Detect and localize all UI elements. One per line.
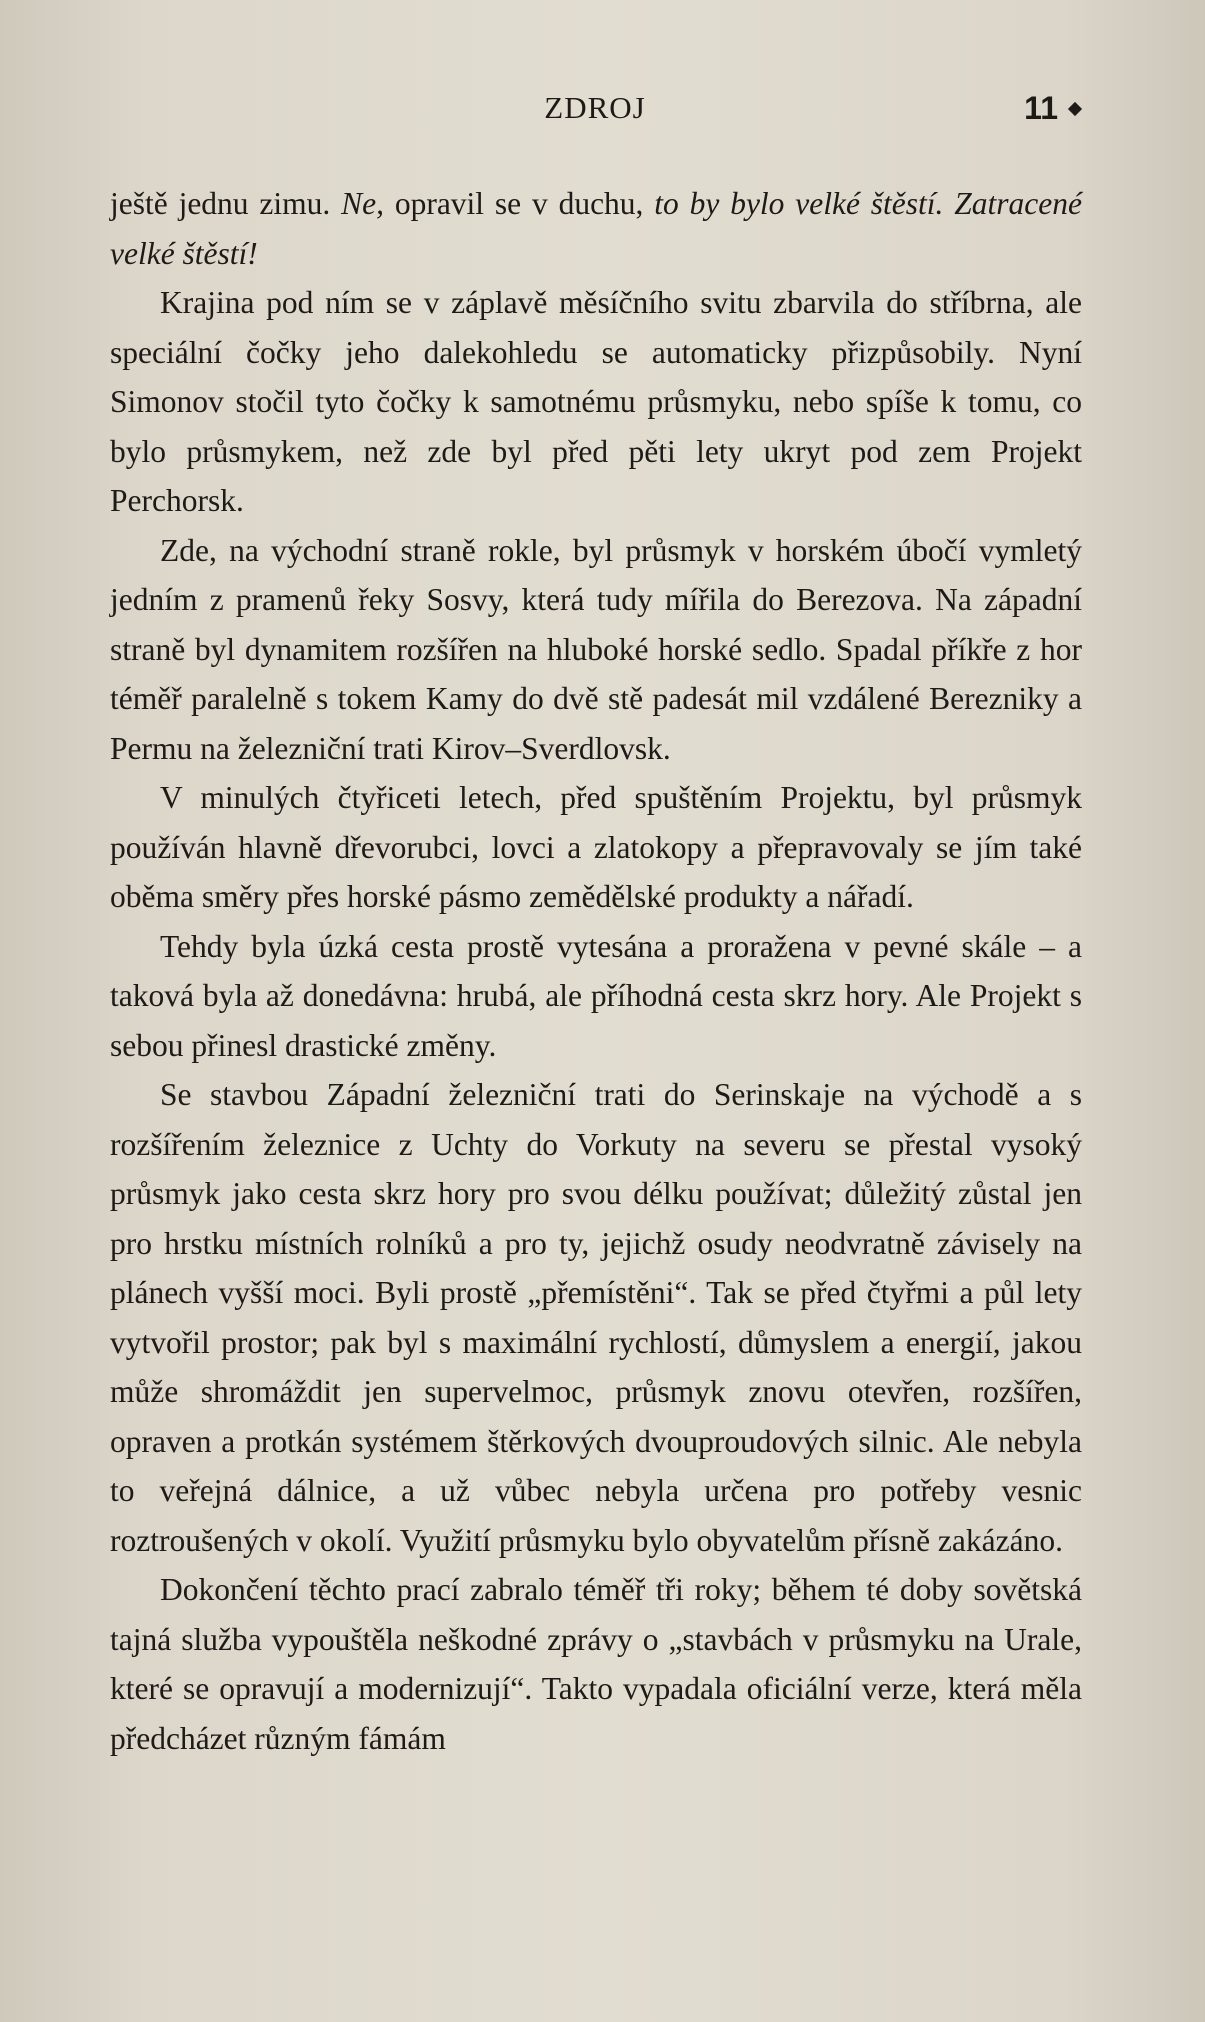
- diamond-icon: [1068, 102, 1082, 116]
- paragraph-5: Tehdy byla úzká cesta prostě vytesána a proražena v pevné skále – a taková byla až donedávna: hrubá, ale příhodná cesta skrz hory. Ale Projekt s sebou přinesl drastické změny.: [110, 928, 1082, 1063]
- paragraph-6: Se stavbou Západní železniční trati do Serinskaje na východě a s rozšířením železnice z Uchty do Vorkuty na severu se přestal vysoký průsmyk jako cesta skrz hory pro svou délku používat; důležitý zůstal jen pro hrstku místních rolníků a pro ty, jejichž osudy neodvratně závisely na plánech vyšší moci. Byli prostě „přemístěni“. Tak se před čtyřmi a půl lety vytvořil prostor; pak byl s maximální rychlostí, důmyslem a energií, jakou může shromáždit jen supervelmoc, průsmyk znovu otevřen, rozšířen, opraven a protkán systémem štěrkových dvouproudových silnic. Ale nebyla to veřejná dálnice, a už vůbec nebyla určena pro potřeby vesnic roztroušených v okolí. Využití průsmyku bylo obyvatelům přísně zakázáno.: [110, 1077, 1082, 1558]
- paragraph-7: Dokončení těchto prací zabralo téměř tři roky; během té doby sovětská tajná služba vypouštěla neškodné zprávy o „stavbách v průsmyku na Urale, které se opravují a modernizují“. Takto vypadala oficiální verze, která měla předcházet různým fámám: [110, 1572, 1082, 1756]
- page-number-group: [1024, 88, 1080, 128]
- running-head: [110, 88, 1080, 128]
- body-text: [110, 179, 1082, 1763]
- p1-text-c: opravil se v duchu,: [383, 186, 655, 221]
- paragraph-4: V minulých čtyřiceti letech, před spuštěním Projektu, byl průsmyk používán hlavně dřevorubci, lovci a zlatokopy a přepravovaly se jím také oběma směry přes horské pásmo zemědělské produkty a nářadí.: [110, 780, 1082, 914]
- chapter-title: ZDROJ: [544, 90, 646, 125]
- p1-italic-b: Ne,: [341, 186, 384, 221]
- page-number: 11: [1024, 90, 1058, 126]
- p1-italic-d: to by bylo velké štěstí. Zatracené velké štěstí!: [110, 186, 1082, 271]
- paragraph-2: Krajina pod ním se v záplavě měsíčního svitu zbarvila do stříbrna, ale speciální čočky jeho dalekohledu se automaticky přizpůsobily. Nyní Simonov stočil tyto čočky k samotnému průsmyku, nebo spíše k tomu, co bylo průsmykem, než zde byl před pěti lety ukryt pod zem Projekt Perchorsk.: [110, 285, 1082, 518]
- paragraph-3: Zde, na východní straně rokle, byl průsmyk v horském úbočí vymletý jedním z pramenů řeky Sosvy, která tudy mířila do Berezova. Na západní straně byl dynamitem rozšířen na hluboké horské sedlo. Spadal příkře z hor téměř paralelně s tokem Kamy do dvě stě padesát mil vzdálené Berezniky a Permu na železniční trati Kirov–Sverdlovsk.: [110, 532, 1082, 766]
- p1-text-a: ještě jednu zimu.: [110, 186, 342, 221]
- paragraph-1: [110, 179, 1082, 278]
